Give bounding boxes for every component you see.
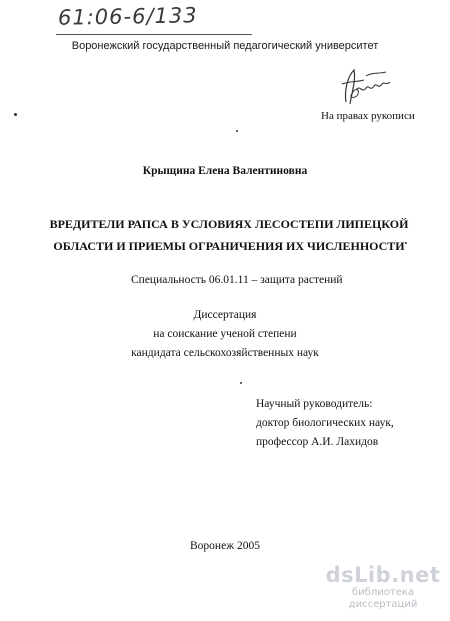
supervisor-line: профессор А.И. Лахидов <box>256 436 379 448</box>
scan-speck <box>14 113 17 116</box>
watermark-subtitle: библиотека диссертаций <box>348 587 418 610</box>
supervisor-block <box>256 395 394 452</box>
dissertation-title <box>40 213 418 257</box>
handwritten-signature <box>336 64 396 108</box>
title-line: ВРЕДИТЕЛИ РАПСА В УСЛОВИЯХ ЛЕСОСТЕПИ ЛИПЕЦКОЙ <box>49 217 409 231</box>
city-year: Воронеж 2005 <box>190 540 260 552</box>
scan-speck <box>236 130 238 132</box>
university-name: Воронежский государственный педагогический университет <box>71 40 379 52</box>
dslib-watermark <box>318 563 448 611</box>
supervisor-line: Научный руководитель: <box>256 398 373 410</box>
handwritten-underline <box>56 34 252 35</box>
degree-line: на соискание ученой степени <box>153 328 297 340</box>
watermark-logo: dsLib.net <box>325 563 441 587</box>
dissertation-degree-block <box>0 306 450 363</box>
handwritten-catalog-code: 61:06-6/133 <box>57 3 198 30</box>
author-name: Крыщина Елена Валентиновна <box>142 165 308 177</box>
degree-line: кандидата сельскохозяйственных наук <box>131 347 319 359</box>
supervisor-line: доктор биологических наук, <box>256 417 394 429</box>
rights-note: На правах рукописи <box>321 110 415 122</box>
scan-speck <box>240 382 242 384</box>
specialty: Специальность 06.01.11 – защита растений <box>131 274 343 286</box>
degree-line: Диссертация <box>193 309 257 321</box>
title-line: ОБЛАСТИ И ПРИЕМЫ ОГРАНИЧЕНИЯ ИХ ЧИСЛЕННОСТИ <box>53 239 405 253</box>
